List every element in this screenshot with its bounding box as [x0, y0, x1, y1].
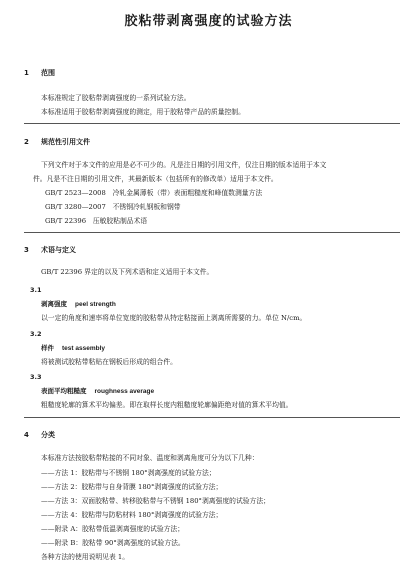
- paragraph: 本标准方法按胶粘带粘接的不同对象、温度和剥离角度可分为以下几种：: [41, 454, 259, 462]
- term-heading: [41, 299, 116, 308]
- term-en: test assembly: [62, 345, 105, 352]
- section-number: 3: [24, 246, 29, 254]
- section-title: 规范性引用文件: [41, 138, 90, 146]
- document-title: 胶粘带剥离强度的试验方法: [124, 14, 293, 29]
- term-definition: 将被测试胶粘带粘贴在钢板后形成的组合件。: [41, 358, 177, 366]
- section-title: 分类: [41, 431, 55, 439]
- term-en: roughness average: [94, 388, 155, 395]
- term-zh: 剥离强度: [41, 300, 67, 308]
- paragraph: 本标准规定了胶粘带剥离强度的一系列试验方法。: [41, 94, 191, 102]
- section-number: 4: [24, 431, 29, 439]
- section-1-heading: [24, 68, 55, 78]
- term-definition: 粗糙度轮廓的算术平均偏差。即在取样长度内粗糙度轮廓偏距绝对值的算术平均值。: [41, 401, 293, 409]
- section-number: 2: [24, 138, 29, 146]
- term-number: 3.3: [30, 373, 42, 381]
- section-divider: [24, 123, 400, 124]
- list-item: ——附录 A：胶粘带低温剥离强度的试验方法；: [41, 525, 185, 533]
- paragraph-continuation: 件。凡是不注日期的引用文件，其最新版本（包括所有的修改单）适用于本文件。: [33, 175, 278, 183]
- section-title: 范围: [41, 69, 55, 77]
- term-heading: [41, 343, 105, 352]
- term-number: 3.2: [30, 330, 42, 338]
- section-4-heading: [24, 430, 55, 440]
- list-item: ——方法 1：胶粘带与不锈钢 180°剥离强度的试验方法；: [41, 469, 216, 477]
- section-2-heading: [24, 137, 90, 147]
- paragraph: 下列文件对于本文件的应用是必不可少的。凡是注日期的引用文件，仅注日期的版本适用于本文: [41, 161, 327, 169]
- term-en: peel strength: [75, 301, 116, 308]
- section-number: 1: [24, 69, 29, 77]
- reference-item: GB/T 22396 压敏胶粘制品术语: [45, 217, 148, 225]
- list-item: ——附录 B：胶粘带 90°剥离强度的试验方法。: [41, 539, 185, 547]
- paragraph: GB/T 22396 界定的以及下列术语和定义适用于本文件。: [41, 268, 214, 276]
- term-zh: 表面平均粗糙度: [41, 387, 87, 395]
- section-divider: [24, 417, 400, 418]
- paragraph: 本标准适用于胶粘带剥离强度的测定，用于胶粘带产品的质量控制。: [41, 108, 245, 116]
- term-definition: 以一定的角度和速率将单位宽度的胶粘带从特定粘接面上剥离所需要的力。单位 N/cm。: [41, 314, 307, 322]
- list-item: ——方法 4：胶粘带与防粘材料 180°剥离强度的试验方法；: [41, 511, 223, 519]
- reference-item: GB/T 3280—2007 不锈钢冷轧钢板和钢带: [45, 203, 181, 211]
- term-zh: 样件: [41, 344, 54, 352]
- section-divider: [24, 232, 400, 233]
- list-item: ——方法 3：双面胶粘带、转移胶粘带与不锈钢 180°剥离强度的试验方法；: [41, 497, 270, 505]
- paragraph: 各种方法的使用说明见表 1。: [41, 553, 130, 561]
- term-heading: [41, 386, 154, 395]
- term-number: 3.1: [30, 286, 42, 294]
- section-title: 术语与定义: [41, 246, 76, 254]
- list-item: ——方法 2：胶粘带与自身背膜 180°剥离强度的试验方法；: [41, 483, 223, 491]
- reference-item: GB/T 2523—2008 冷轧金属薄板（带）表面粗糙度和峰值数测量方法: [45, 189, 263, 197]
- section-3-heading: [24, 245, 76, 255]
